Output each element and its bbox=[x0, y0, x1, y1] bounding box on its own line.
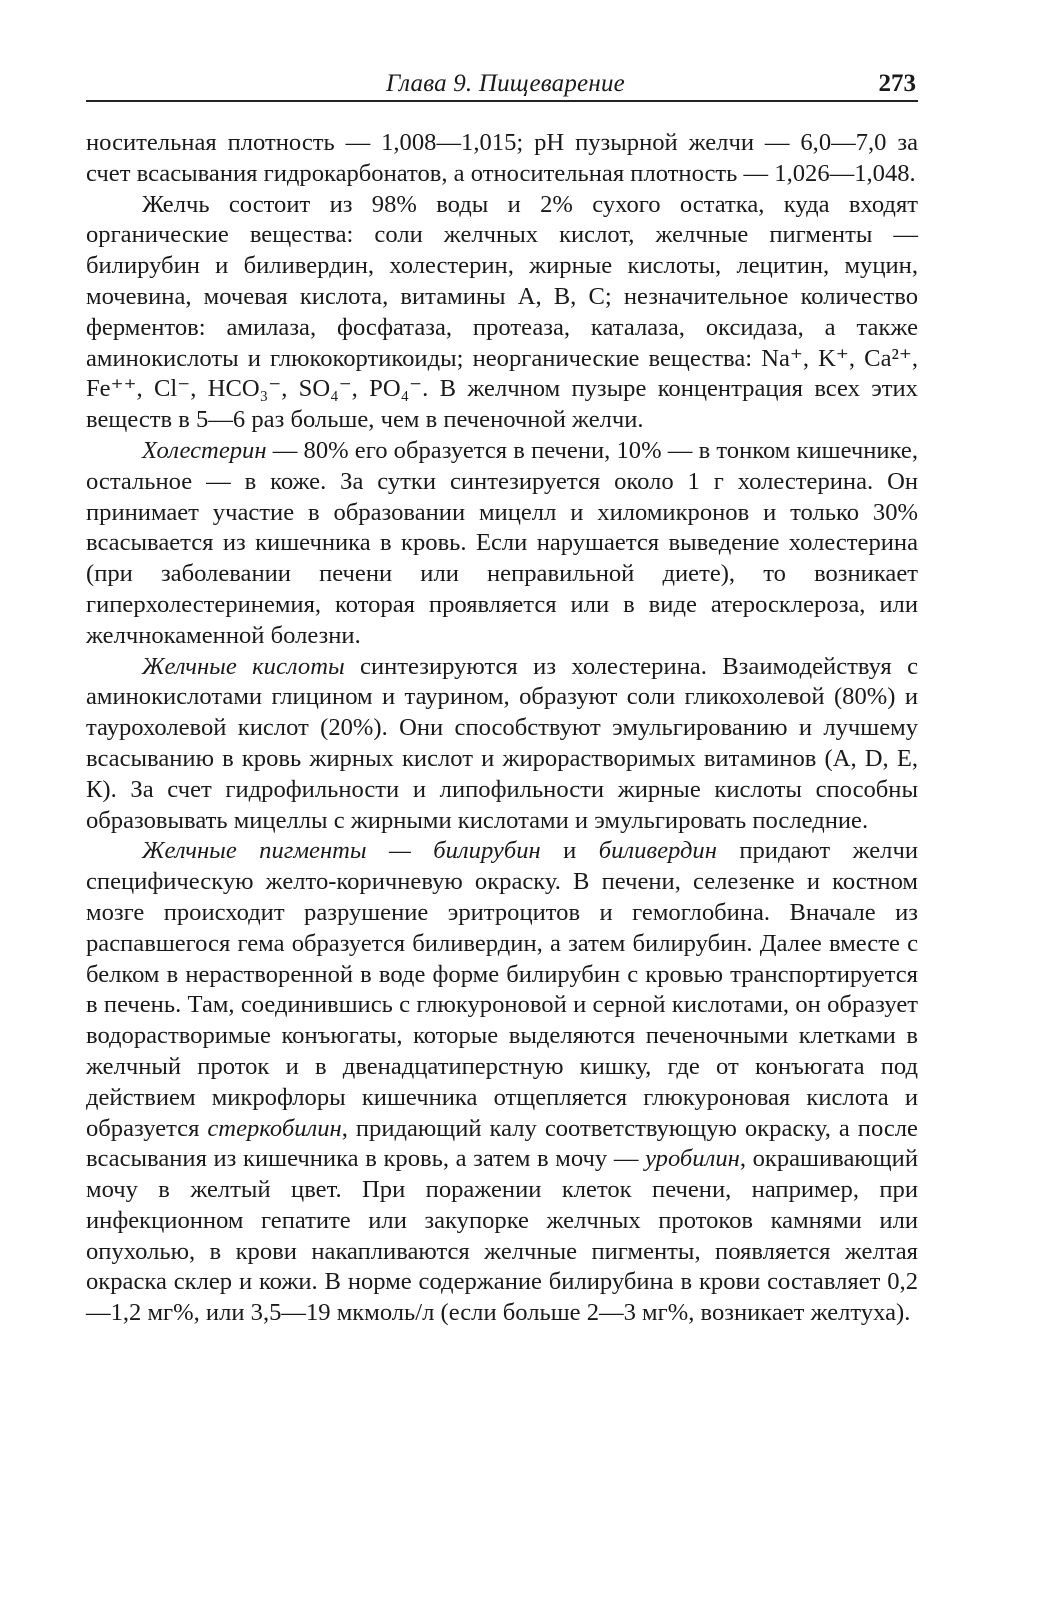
term: стеркобилин bbox=[207, 1114, 342, 1142]
term: уробилин bbox=[645, 1145, 740, 1173]
page-number: 273 bbox=[878, 70, 916, 97]
paragraph-text: носительная плотность — 1,008—1,015; pH пузырной желчи — 6,0—7,0 за счет всасывания гидрокарбонатов, а относительная плотность — 1,026—1,048. bbox=[86, 129, 918, 187]
term: Холестерин bbox=[142, 436, 267, 464]
body-text bbox=[86, 128, 918, 1329]
paragraph-text: синтезируются из холестерина. Взаимодействуя с аминокислотами глицином и таурином, образуют соли гликохолевой (80%) и таурохолевой кислот (20%). Они способствуют эмульгированию и лучшему всасыванию в кровь жирных кислот и жирорастворимых витаминов (A, D, Е, К). За счет гидрофильности и липофильности жирные кислоты способны образовывать мицеллы с жирными кислотами и эмульгировать последние. bbox=[86, 652, 918, 834]
paragraph bbox=[86, 190, 918, 436]
term: Желчные пигменты — билирубин bbox=[142, 837, 541, 865]
paragraph-text: придают желчи специфическую желто-коричневую окраску. В печени, селезенке и костном мозге происходит разрушение эритроцитов и гемоглобина. Вначале из распавшегося гема образуется биливердин, а затем билирубин. Далее вместе с белком в нерастворенной в воде форме билирубин с кровью транспортируется в печень. Там, соединившись с глюкуроновой и серной кислотами, он образует водорастворимые конъюгаты, которые выделяются печеночными клетками в желчный проток и в двенадцатиперстную кишку, где от конъюгата под действием микрофлоры кишечника отщепляется глюкуроновая кислота и образуется bbox=[86, 837, 918, 1142]
paragraph bbox=[86, 436, 918, 652]
term: Желчные кислоты bbox=[142, 652, 345, 680]
paragraph bbox=[86, 652, 918, 837]
running-title: Глава 9. Пищеварение bbox=[386, 70, 625, 97]
paragraph bbox=[86, 128, 918, 190]
paragraph-text: — 80% его образуется в печени, 10% — в тонком кишечнике, остальное — в коже. За сутки синтезируется около 1 г холестерина. Он принимает участие в образовании мицелл и хиломикронов и только 30% всасывается из кишечника в кровь. Если нарушается выведение холестерина (при заболевании печени или неправильной диете), то возникает гиперхолестеринемия, которая проявляется или в виде атеросклероза, или желчнокаменной болезни. bbox=[86, 436, 918, 649]
paragraph bbox=[86, 836, 918, 1329]
ion-list: Na⁺, K⁺, Ca²⁺, Fe⁺⁺, Cl⁻, HCO₃⁻, SO₄⁻, PO₄⁻. bbox=[86, 344, 919, 403]
paragraph-text: и bbox=[540, 837, 599, 865]
paragraph-text: , придающий калу соответствующую окраску, а после всасывания из кишечника в кровь, а затем в мочу — bbox=[86, 1114, 918, 1173]
running-header bbox=[86, 66, 918, 102]
term: биливердин bbox=[598, 837, 717, 865]
paragraph-text: Желчь состоит из 98% воды и 2% сухого остатка, куда входят органические вещества: соли желчных кислот, желчные пигменты — билирубин и биливердин, холестерин, жирные кислоты, лецитин, муцин, мочевина, мочевая кислота, витамины А, В, С; незначительное количество ферментов: амилаза, фосфатаза, протеаза, каталаза, оксидаза, а также аминокислоты и глюкокортикоиды; неорганические вещества: bbox=[86, 190, 918, 372]
paragraph-text: В желчном пузыре концентрация всех этих веществ в 5—6 раз больше, чем в печеночной желчи. bbox=[86, 375, 918, 434]
paragraph-text: , окрашивающий мочу в желтый цвет. При поражении клеток печени, например, при инфекционном гепатите или закупорке желчных протоков камнями или опухолью, в крови накапливаются желчные пигменты, появляется желтая окраска склер и кожи. В норме содержание билирубина в крови составляет 0,2—1,2 мг%, или 3,5—19 мкмоль/л (если больше 2—3 мг%, возникает желтуха). bbox=[86, 1145, 918, 1327]
